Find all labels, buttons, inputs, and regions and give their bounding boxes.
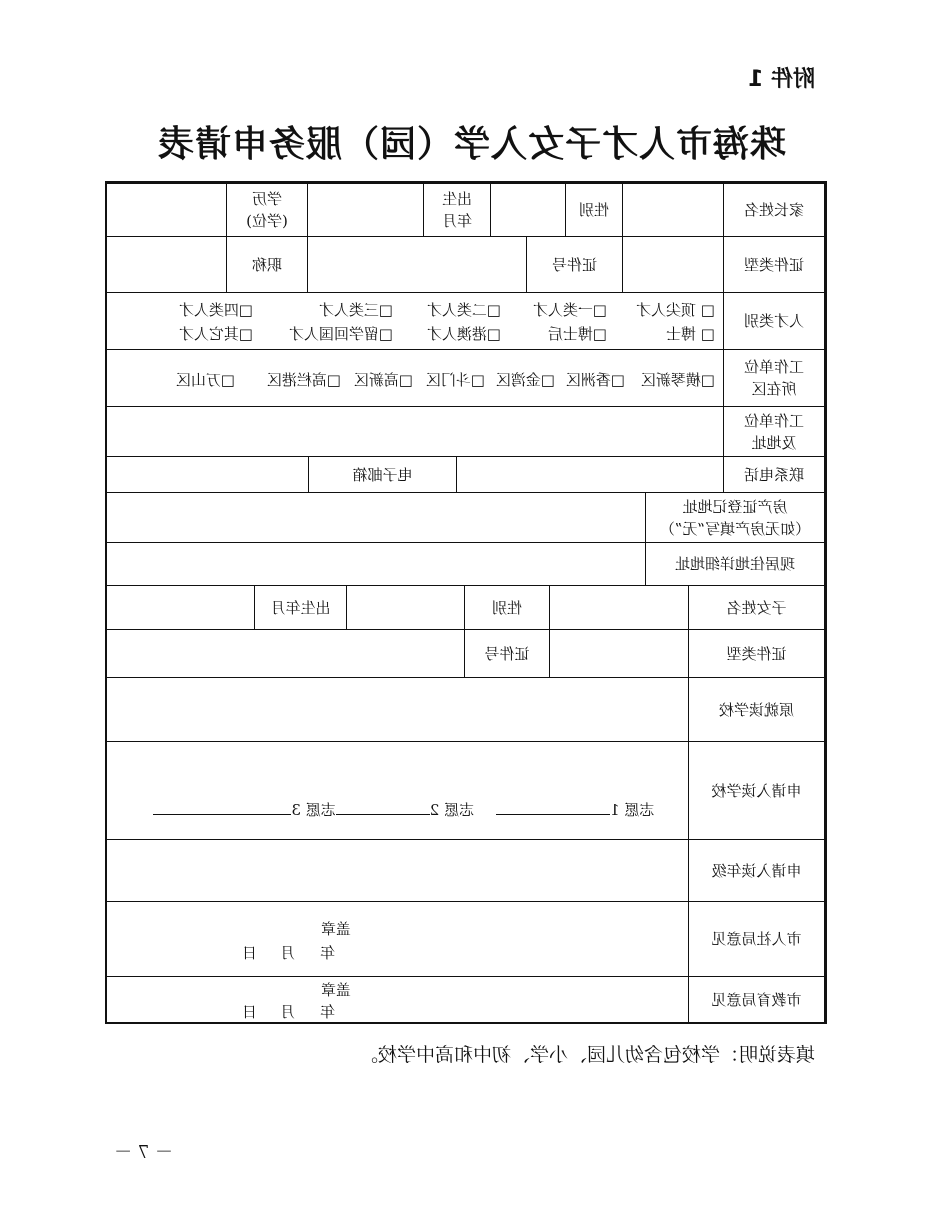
label-property-line1: 房产证登记地址 — [682, 497, 788, 516]
application-form-table — [105, 181, 827, 1024]
label-child-gender: 性别 — [464, 585, 550, 630]
hr-seal-label: 盖章 — [320, 920, 351, 938]
label-id-number: 证件号 — [526, 236, 623, 293]
hr-year-label: 年 — [319, 944, 335, 962]
wish3-label: 志愿 3 — [291, 801, 336, 819]
district-option-gaolangang[interactable]: □高栏港区 — [266, 371, 341, 389]
label-child-id-type: 证件类型 — [688, 629, 825, 678]
district-option-gaoxin[interactable]: □高新区 — [353, 371, 413, 389]
hr-month-label: 月 — [279, 944, 295, 962]
wish1-label: 志愿 1 — [610, 801, 655, 819]
input-child-gender[interactable] — [346, 585, 465, 630]
talent-option-postdoc[interactable]: □博士后 — [547, 325, 607, 343]
label-birth-line1: 出生 — [442, 190, 473, 208]
label-id-type: 证件类型 — [723, 236, 825, 293]
input-residence[interactable] — [105, 542, 646, 586]
attachment-label: 附件 1 — [748, 67, 815, 92]
label-work-address — [723, 406, 825, 457]
district-option-wanshan[interactable]: □万山区 — [175, 371, 235, 389]
talent-option-hk-macao[interactable]: □港澳人才 — [426, 325, 501, 343]
wish1-blank[interactable] — [496, 800, 610, 815]
label-hr-opinion: 市人社局意见 — [688, 901, 825, 977]
input-property[interactable] — [105, 492, 646, 543]
label-parent-name: 家长姓名 — [723, 183, 825, 237]
wish3-blank[interactable] — [153, 800, 291, 815]
talent-option-top[interactable]: □ 顶尖人才 — [636, 301, 715, 319]
label-residence: 现居住地详细地址 — [645, 542, 825, 586]
label-birth — [423, 183, 491, 237]
input-child-id-number[interactable] — [105, 629, 465, 678]
input-parent-name[interactable] — [622, 183, 724, 237]
label-phone: 联系电话 — [723, 456, 825, 493]
label-edu-opinion: 市教育局意见 — [688, 976, 825, 1024]
wish2-label: 志愿 2 — [429, 801, 475, 819]
talent-option-returnee[interactable]: □留学回国人才 — [288, 325, 393, 343]
edu-year-label: 年 — [319, 1003, 335, 1021]
label-work-district-line2: 所在区 — [751, 380, 797, 398]
label-child-name: 子女姓名 — [688, 585, 825, 630]
label-work-district — [723, 349, 825, 407]
edu-day-label: 日 — [241, 1003, 257, 1021]
input-phone[interactable] — [456, 456, 724, 493]
hr-day-label: 日 — [241, 944, 257, 962]
label-work-address-line1: 工作单位 — [744, 411, 805, 430]
label-property — [645, 492, 825, 543]
edu-seal-label: 盖章 — [320, 981, 351, 999]
talent-option-class1[interactable]: □一类人才 — [532, 301, 607, 319]
form-title: 珠海市人才子女入学（园）服务申请表 — [157, 124, 787, 165]
talent-option-phd[interactable]: □ 博士 — [666, 325, 715, 343]
label-email: 电子邮箱 — [308, 456, 457, 493]
wish-row — [153, 781, 683, 838]
input-child-name[interactable] — [549, 585, 689, 630]
talent-option-class3[interactable]: □三类人才 — [318, 301, 393, 319]
label-work-address-line2: 及地址 — [751, 433, 797, 452]
label-child-birth: 出生年月 — [254, 585, 347, 630]
label-education — [226, 183, 308, 237]
district-option-xiangzhou[interactable]: □香洲区 — [565, 371, 625, 389]
edu-month-label: 月 — [279, 1003, 295, 1021]
district-option-jinwan[interactable]: □金湾区 — [495, 371, 555, 389]
label-child-id-number: 证件号 — [464, 629, 550, 678]
label-talent-category: 人才类别 — [723, 292, 825, 350]
talent-option-class2[interactable]: □二类人才 — [426, 301, 501, 319]
page-number: － 7 － — [114, 1142, 173, 1163]
label-title-rank: 职称 — [226, 236, 308, 293]
input-child-birth[interactable] — [105, 585, 255, 630]
label-education-line2: (学位) — [246, 212, 288, 230]
input-email[interactable] — [105, 456, 309, 493]
label-gender: 性别 — [565, 183, 623, 237]
input-birth[interactable] — [307, 183, 424, 237]
label-birth-line2: 年月 — [442, 212, 473, 230]
input-title-rank[interactable] — [105, 236, 227, 293]
label-apply-grade: 申请入读年级 — [688, 839, 825, 902]
input-gender[interactable] — [490, 183, 566, 237]
hr-opinion-cell[interactable] — [105, 901, 689, 977]
label-apply-school: 申请入读学校 — [688, 741, 825, 840]
input-education[interactable] — [105, 183, 227, 237]
input-work-address[interactable] — [105, 406, 724, 457]
talent-option-class4[interactable]: □四类人才 — [178, 301, 253, 319]
fill-instructions: 填表说明：学校包含幼儿园、小学、初中和高中学校。 — [358, 1044, 815, 1066]
label-property-line2: （如无房产填写“无”） — [659, 519, 811, 538]
label-education-line1: 学历 — [252, 190, 283, 208]
talent-option-other[interactable]: □其它人才 — [178, 325, 253, 343]
district-option-doumen[interactable]: □斗门区 — [425, 371, 485, 389]
input-id-number[interactable] — [307, 236, 527, 293]
input-apply-grade[interactable] — [105, 839, 689, 902]
wish2-blank[interactable] — [336, 800, 430, 815]
input-child-id-type[interactable] — [549, 629, 689, 678]
input-orig-school[interactable] — [105, 677, 689, 742]
input-id-type[interactable] — [622, 236, 724, 293]
label-work-district-line1: 工作单位 — [744, 358, 805, 376]
edu-opinion-cell[interactable] — [105, 976, 689, 1024]
district-option-hengqin[interactable]: □横琴新区 — [640, 371, 715, 389]
label-orig-school: 原就读学校 — [688, 677, 825, 742]
